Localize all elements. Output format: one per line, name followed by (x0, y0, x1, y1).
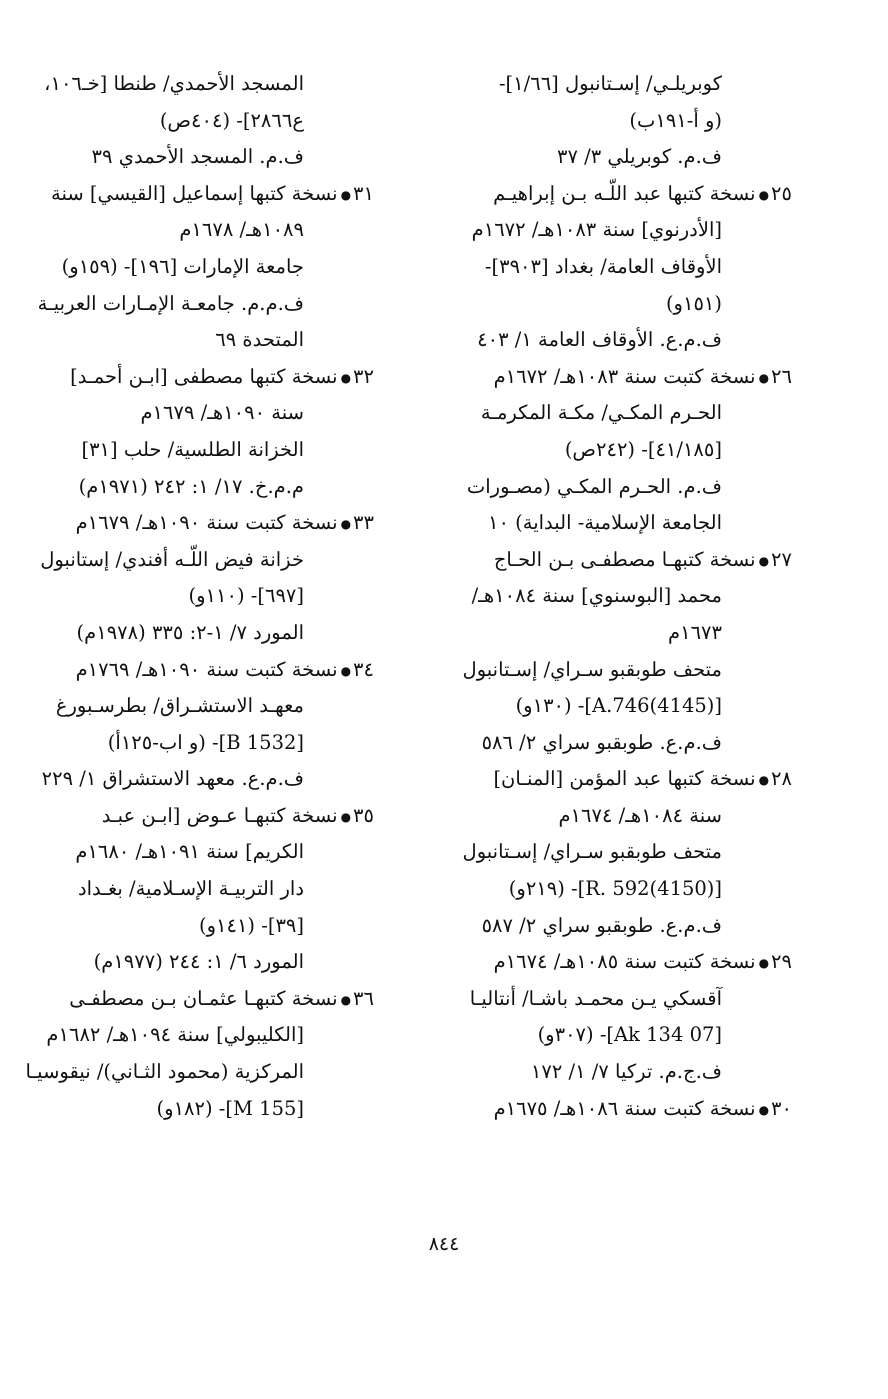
entry-line (52, 432, 374, 469)
entry-line (52, 1091, 374, 1128)
line-text: المركزية (محمود الثـاني)/ نيقوسيـا (25, 1060, 304, 1084)
entry-heading-line (420, 761, 792, 798)
entry-line (46, 1017, 374, 1054)
entry-line (420, 139, 792, 176)
entry-line (52, 395, 374, 432)
entry-line (40, 542, 374, 579)
entry-line (420, 1054, 792, 1091)
line-text: نسخة كتبت سنة ١٠٨٦هـ/ ١٦٧٥م (493, 1096, 756, 1120)
line-text: نسخة كتبت سنة ١٠٩٠هـ/ ١٦٧٩م (75, 511, 338, 535)
line-text: [M 155]- (١٨٢و) (156, 1096, 304, 1120)
line-text: جامعة الإمارات [١٩٦]- (١٥٩و) (61, 254, 304, 278)
line-text: الأوقاف العامة/ بغداد [٣٩٠٣]- (484, 254, 722, 278)
line-text: نسخة كتبها إسماعيل [القيسي] سنة (51, 181, 338, 205)
entry-line (52, 322, 374, 359)
line-text: معهـد الاستشـراق/ بطرسـبورغ (55, 694, 304, 718)
line-text: نسخة كتبها عبد اللّـه بـن إبراهيـم (493, 181, 756, 205)
entry-number: ٢٩ (771, 950, 792, 974)
entry-line (52, 834, 374, 871)
entry-line (420, 798, 792, 835)
entry-number: ٢٥ (771, 181, 792, 205)
line-text: الخزانة الطلسية/ حلب [٣١] (81, 437, 304, 461)
entry-line (420, 725, 792, 762)
line-text: [٦٩٧]- (١١٠و) (188, 584, 304, 608)
entry-number: ٢٦ (771, 364, 792, 388)
line-text: نسخة كتبت سنة ١٠٨٣هـ/ ١٦٧٢م (493, 364, 756, 388)
bullet-icon: ● (758, 553, 770, 568)
entry-line (52, 249, 374, 286)
line-text: ع٢٨٦٦]- (٤٠٤ص) (159, 108, 304, 132)
line-text: ف.م.ع. طوبقبو سراي ٢/ ٥٨٦ (481, 730, 722, 754)
entry-heading-line (52, 798, 374, 835)
page-number: ٨٤٤ (428, 1233, 460, 1255)
entry-line (52, 615, 374, 652)
line-text: [الكليبولي] سنة ١٠٩٤هـ/ ١٦٨٢م (46, 1023, 304, 1047)
line-text: متحف طوبقبو سـراي/ إسـتانبول (462, 840, 722, 864)
entry-line (420, 615, 792, 652)
entry-heading-line (420, 359, 792, 396)
entry-heading-line (420, 944, 792, 981)
entry-line (420, 834, 792, 871)
entry-number: ٢٨ (771, 767, 792, 791)
entry-heading-line (52, 505, 374, 542)
entry-line (420, 66, 792, 103)
entry-heading-line (52, 359, 374, 396)
entry-line (420, 322, 792, 359)
line-text: ف.م. كوبريلي ٣/ ٣٧ (557, 145, 722, 169)
entry-number: ٣٦ (353, 986, 374, 1010)
line-text: [A.746(4145)]- (١٣٠و) (515, 694, 722, 718)
line-text: نسخة كتبهـا عـوض [ابـن عبـد (101, 803, 338, 827)
line-text: الكريم] سنة ١٠٩١هـ/ ١٦٨٠م (75, 840, 304, 864)
line-text: [07 Ak 134]- (٣٠٧و) (537, 1023, 722, 1047)
bullet-icon: ● (758, 956, 770, 971)
entry-heading-line (52, 981, 374, 1018)
entry-line (37, 286, 374, 323)
entry-line (420, 981, 792, 1018)
right-column (420, 66, 792, 1127)
entry-line (52, 944, 374, 981)
line-text: ١٠٨٩هـ/ ١٦٧٨م (179, 218, 304, 242)
entry-line (52, 469, 374, 506)
entry-line (420, 908, 792, 945)
entry-number: ٣٤ (353, 657, 374, 681)
entry-line (44, 66, 374, 103)
line-text: [الأدرنوي] سنة ١٠٨٣هـ/ ١٦٧٢م (471, 218, 722, 242)
bullet-icon: ● (340, 992, 352, 1007)
entry-line (52, 103, 374, 140)
line-text: ف.م.ع. الأوقاف العامة ١/ ٤٠٣ (477, 328, 722, 352)
entry-number: ٣١ (353, 181, 374, 205)
bullet-icon: ● (340, 809, 352, 824)
entry-line (420, 652, 792, 689)
entry-line (52, 139, 374, 176)
entry-line (52, 688, 374, 725)
entry-line (52, 578, 374, 615)
line-text: [٣٩]- (١٤١و) (198, 913, 304, 937)
line-text: آقسكي يـن محمـد باشـا/ أنتاليـا (469, 986, 722, 1010)
entry-line (52, 212, 374, 249)
entry-line (420, 212, 792, 249)
entry-line (420, 871, 792, 908)
entry-number: ٣٢ (353, 364, 374, 388)
entry-heading-line (420, 1091, 792, 1128)
entry-line (420, 578, 792, 615)
entry-line (52, 725, 374, 762)
entry-line (420, 395, 792, 432)
line-text: دار التربيـة الإسـلامية/ بغـداد (77, 877, 304, 901)
line-text: ف.م. المسجد الأحمدي ٣٩ (91, 145, 304, 169)
entry-line (420, 1017, 792, 1054)
entry-number: ٣٠ (771, 1096, 792, 1120)
entry-number: ٣٣ (353, 511, 374, 535)
line-text: ف.ج.م. تركيا ٧/ ١/ ١٧٢ (530, 1060, 722, 1084)
entry-heading-line (420, 542, 792, 579)
line-text: المتحدة ٦٩ (215, 328, 304, 352)
entry-line (420, 469, 792, 506)
line-text: المورد ٧/ ١-٢: ٣٣٥ (١٩٧٨م) (76, 620, 304, 644)
entry-line (25, 1054, 374, 1091)
entry-line (420, 505, 792, 542)
line-text: المسجد الأحمدي/ طنطا [خـ١٠٦، (44, 72, 304, 95)
line-text: المورد ٦/ ١: ٢٤٤ (١٩٧٧م) (93, 950, 304, 974)
entry-line (420, 103, 792, 140)
bullet-icon: ● (758, 773, 770, 788)
entry-heading-line (52, 652, 374, 689)
bullet-icon: ● (340, 663, 352, 678)
line-text: م.م.خ. ١٧/ ١: ٢٤٢ (١٩٧١م) (78, 474, 304, 498)
line-text: [٤١/١٨٥]- (٢٤٢ص) (564, 437, 722, 461)
line-text: الحـرم المكـي/ مكـة المكرمـة (480, 401, 722, 425)
entry-line (41, 761, 374, 798)
line-text: سنة ١٠٨٤هـ/ ١٦٧٤م (558, 803, 722, 827)
bullet-icon: ● (340, 370, 352, 385)
line-text: [B 1532]- (و اب-١٢٥أ) (107, 730, 304, 754)
line-text: محمد [البوسنوي] سنة ١٠٨٤هـ/ (471, 584, 722, 608)
line-text: نسخة كتبها مصطفى [ابـن أحمـد] (70, 364, 338, 388)
line-text: سنة ١٠٩٠هـ/ ١٦٧٩م (140, 401, 304, 425)
line-text: ١٦٧٣م (668, 620, 722, 644)
line-text: (١٥١و) (665, 291, 722, 315)
line-text: ف.م.ع. طوبقبو سراي ٢/ ٥٨٧ (481, 913, 722, 937)
bullet-icon: ● (758, 1102, 770, 1117)
bullet-icon: ● (758, 187, 770, 202)
line-text: كوبريلـي/ إسـتانبول [١/٦٦]- (498, 72, 722, 95)
line-text: نسخة كتبت سنة ١٠٨٥هـ/ ١٦٧٤م (493, 950, 756, 974)
entry-line (52, 871, 374, 908)
line-text: نسخة كتبهـا مصطفـى بـن الحـاج (493, 547, 756, 571)
line-text: ف.م.م. جامعـة الإمـارات العربيـة (37, 291, 304, 315)
line-text: خزانة فيض اللّـه أفندي/ إستانبول (40, 547, 304, 571)
entry-line (420, 249, 792, 286)
entry-number: ٢٧ (771, 547, 792, 571)
line-text: ف.م. الحـرم المكـي (مصـورات (466, 474, 722, 498)
entry-line (420, 432, 792, 469)
left-column (25, 66, 374, 1127)
bullet-icon: ● (340, 517, 352, 532)
line-text: متحف طوبقبو سـراي/ إسـتانبول (462, 657, 722, 681)
bullet-icon: ● (758, 370, 770, 385)
bullet-icon: ● (340, 187, 352, 202)
line-text: ف.م.ع. معهد الاستشراق ١/ ٢٢٩ (41, 767, 304, 791)
entry-heading-line (420, 176, 792, 213)
line-text: [R. 592(4150)]- (٢١٩و) (508, 877, 722, 901)
entry-number: ٣٥ (353, 803, 374, 827)
line-text: نسخة كتبهـا عثمـان بـن مصطفـى (69, 986, 338, 1010)
entry-line (420, 286, 792, 323)
entry-heading-line (52, 176, 374, 213)
line-text: نسخة كتبت سنة ١٠٩٠هـ/ ١٧٦٩م (75, 657, 338, 681)
line-text: نسخة كتبها عبد المؤمن [المنـان] (493, 767, 756, 791)
line-text: الجامعة الإسلامية- البداية) ١٠ (487, 511, 722, 535)
entry-line (52, 908, 374, 945)
entry-line (420, 688, 792, 725)
line-text: (و أ-١٩١ب) (629, 108, 722, 132)
